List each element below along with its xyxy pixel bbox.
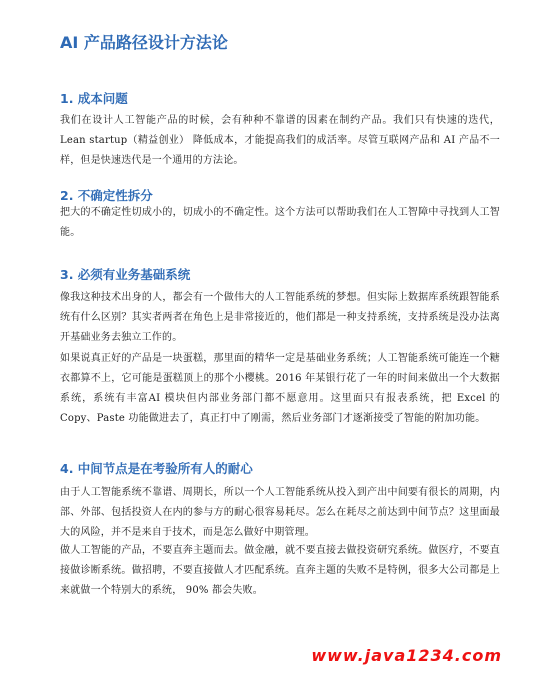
section-4-paragraph-1: 由于人工智能系统不靠谱、周期长，所以一个人工智能系统从投入到产出中间要有很长的周期，内部、外部、包括投资人在内的参与方的耐心很容易耗尽。怎么在耗尽之前达到中间节点？这里面最大的风险，并不是来自于技术，而是怎么做好中期管理。: [60, 487, 500, 538]
document-title: AI 产品路径设计方法论: [60, 33, 228, 52]
section-2-heading: 2. 不确定性拆分: [60, 188, 153, 203]
section-1-paragraph-1: 我们在设计人工智能产品的时候，会有种种不靠谱的因素在制约产品。我们只有快速的迭代，Lean startup（精益创业） 降低成本，才能提高我们的成活率。尽管互联网产品和 AI 产品不一样，但是快速迭代是一个通用的方法论。: [60, 115, 500, 166]
section-1-heading: 1. 成本问题: [60, 91, 128, 106]
section-3-heading: 3. 必须有业务基础系统: [60, 267, 191, 282]
section-4-paragraph-2: 做人工智能的产品，不要直奔主题而去。做金融，就不要直接去做投资研究系统。做医疗，不要直接做诊断系统。做招聘，不要直接做人才匹配系统。直奔主题的失败不是特例，很多大公司都是上来就做一个特别大的系统， 90% 都会失败。: [60, 545, 500, 596]
section-2-paragraph-1: 把大的不确定性切成小的，切成小的不确定性。这个方法可以帮助我们在人工智障中寻找到人工智能。: [60, 207, 500, 238]
section-3-paragraph-1: 像我这种技术出身的人，都会有一个做伟大的人工智能系统的梦想。但实际上数据库系统跟智能系统有什么区别？其实者两者在角色上是非常接近的，他们都是一种支持系统，支持系统是没办法离开基础业务去独立工作的。: [60, 292, 500, 343]
section-3-paragraph-2: 如果说真正好的产品是一块蛋糕，那里面的精华一定是基础业务系统；人工智能系统可能连一个糖衣都算不上，它可能是蛋糕顶上的那个小樱桃。2016 年某银行花了一年的时间来做出一个大数据系统，系统有丰富AI 模块但内部业务部门都不愿意用。这里面只有报表系统，把 Excel 的 Copy、Paste 功能做进去了，真正打中了刚需，然后业务部门才逐渐接受了智能的附加功能。: [60, 353, 500, 424]
section-4-heading: 4. 中间节点是在考验所有人的耐心: [60, 461, 253, 476]
watermark-text: www.java1234.com: [311, 646, 502, 665]
